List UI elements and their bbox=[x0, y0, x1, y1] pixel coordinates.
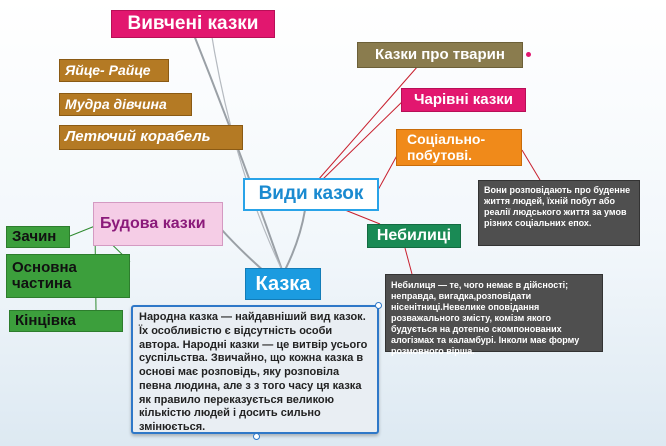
node-magic-tales[interactable]: Чарівні казки bbox=[401, 88, 526, 112]
root-description-note[interactable]: Народна казка — найдавніший вид казок. Їх особливістю є відсутність особи автора. Народні казки — це витвір усього суспільства. Звичайно, що кожна казка в основі має розповідь, яку розповіла певна людина, але з з того часу ця казка як правило переказується великою кількістю людей і досить сильно змінюється. bbox=[131, 305, 379, 434]
node-root-tale[interactable]: Казка bbox=[245, 268, 321, 300]
node-letiuchyi-korabel[interactable]: Летючий корабель bbox=[59, 125, 243, 150]
node-types-of-tales[interactable]: Види казок bbox=[243, 178, 379, 211]
node-yaitse-raitse[interactable]: Яйце- Райце bbox=[59, 59, 169, 82]
node-fables[interactable]: Небилиці bbox=[367, 224, 461, 248]
link-fable-note bbox=[405, 248, 412, 274]
link-root-structure bbox=[222, 230, 265, 272]
node-opening[interactable]: Зачин bbox=[6, 226, 70, 248]
node-animal-tales[interactable]: Казки про тварин bbox=[357, 42, 523, 68]
link-structure-start bbox=[70, 226, 95, 236]
collapse-marker[interactable] bbox=[526, 52, 531, 57]
node-studied-tales[interactable]: Вивчені казки bbox=[111, 10, 275, 38]
node-ending[interactable]: Кінцівка bbox=[9, 310, 123, 332]
fables-description: Небилиця — те, чого немає в дійсності; неправда, вигадка,розповідати нісенітниці.Невелике оповідання розважального змісту, комізм якого будується на дотепно скомпонованих алогізмах та каламбурі. Інколи має форму розмовного вірша. bbox=[385, 274, 603, 352]
note-resize-handle-top[interactable] bbox=[375, 302, 382, 309]
node-tale-structure[interactable]: Будова казки bbox=[93, 202, 223, 246]
node-social-tales[interactable]: Соціально-побутові. bbox=[396, 129, 522, 166]
note-resize-handle-bottom[interactable] bbox=[253, 433, 260, 440]
link-social-note bbox=[522, 150, 540, 180]
link-types-magic bbox=[322, 99, 405, 180]
node-mudra-divchyna[interactable]: Мудра дівчина bbox=[59, 93, 192, 116]
node-main-part[interactable]: Основна частина bbox=[6, 254, 130, 298]
link-root-types bbox=[285, 210, 305, 270]
social-tales-description: Вони розповідають про буденне життя людей, їхній побут або реалії людського життя за умов різних соціальних епох. bbox=[478, 180, 640, 246]
